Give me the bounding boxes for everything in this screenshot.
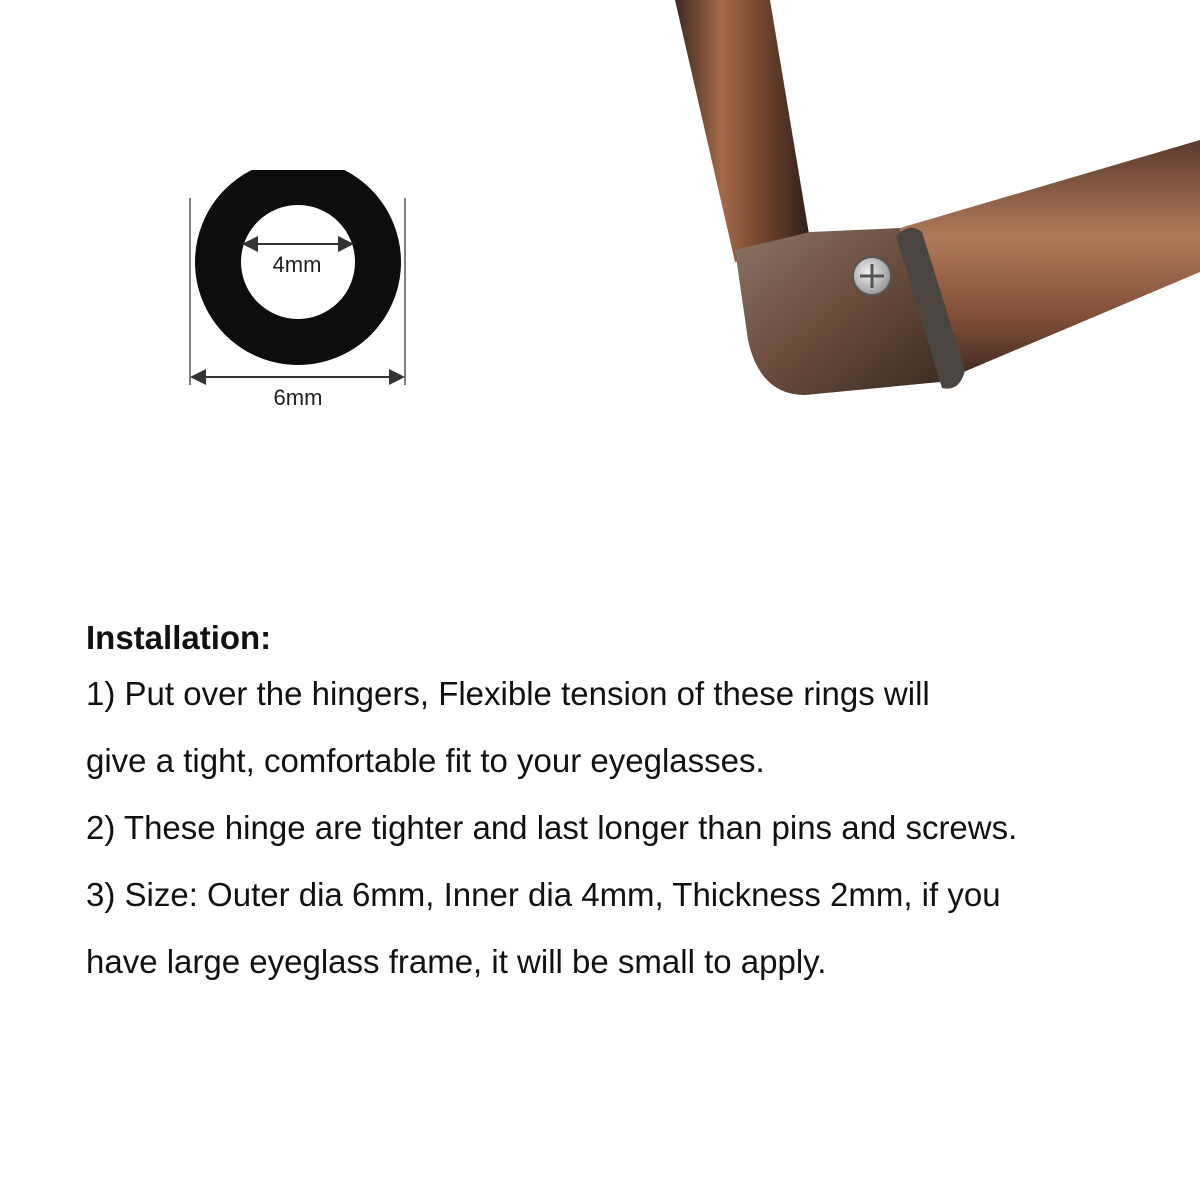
instruction-line: 1) Put over the hingers, Flexible tension of these rings will — [86, 675, 930, 712]
frame-front — [675, 0, 810, 262]
installation-section — [86, 616, 1176, 995]
instruction-line: give a tight, comfortable fit to your eyeglasses. — [86, 742, 765, 779]
installation-heading: Installation: — [86, 619, 272, 656]
instruction-line: have large eyeglass frame, it will be small to apply. — [86, 943, 827, 980]
o-ring-diagram — [180, 170, 420, 420]
eyeglass-hinge-photo — [660, 0, 1200, 420]
instruction-line: 2) These hinge are tighter and last longer than pins and screws. — [86, 809, 1018, 846]
inner-diameter-label: 4mm — [272, 252, 322, 277]
instruction-line: 3) Size: Outer dia 6mm, Inner dia 4mm, Thickness 2mm, if you — [86, 876, 1001, 913]
outer-diameter-label: 6mm — [273, 385, 323, 410]
